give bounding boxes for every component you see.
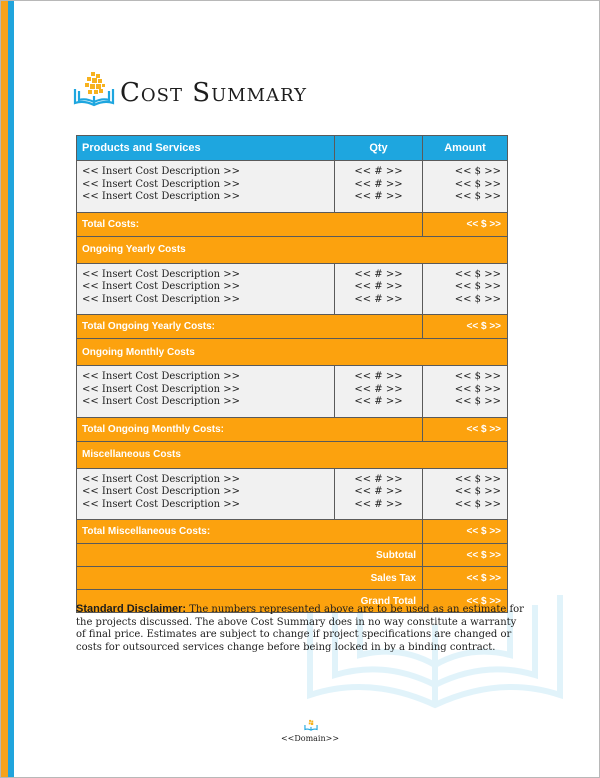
cost-summary-table — [76, 135, 508, 613]
qty-cell — [335, 161, 423, 213]
amount-value: << $ >> — [454, 383, 501, 395]
left-accent-bar-orange — [1, 1, 8, 777]
amount-value: << $ >> — [454, 166, 501, 177]
description-cell — [77, 366, 335, 418]
sales-tax-label: Sales Tax — [77, 567, 423, 590]
section-total-label: Total Costs: — [77, 212, 423, 236]
section-heading-row — [77, 441, 508, 468]
description-cell — [77, 468, 335, 520]
cost-description: << Insert Cost Description >> — [82, 268, 241, 280]
section-total-value: << $ >> — [423, 520, 508, 544]
grand-total-label: Grand Total — [77, 590, 423, 613]
column-header-products: Products and Services — [77, 136, 335, 161]
cost-description: << Insert Cost Description >> — [82, 166, 241, 177]
section-total-label: Total Ongoing Monthly Costs: — [77, 417, 423, 441]
cost-description: << Insert Cost Description >> — [82, 293, 241, 305]
qty-value: << # >> — [354, 498, 403, 510]
subtotal-value: << $ >> — [423, 544, 508, 567]
cost-description: << Insert Cost Description >> — [82, 281, 241, 292]
qty-value: << # >> — [354, 293, 403, 305]
amount-value: << $ >> — [454, 281, 501, 292]
section-heading: Ongoing Yearly Costs — [77, 236, 508, 263]
qty-value: << # >> — [354, 473, 403, 485]
qty-value: << # >> — [354, 166, 403, 177]
subtotal-label: Subtotal — [77, 544, 423, 567]
qty-value: << # >> — [354, 486, 403, 497]
qty-cell — [335, 263, 423, 315]
standard-disclaimer — [76, 603, 526, 654]
table-row — [77, 161, 508, 213]
amount-value: << $ >> — [454, 473, 501, 485]
left-accent-bar-blue — [8, 1, 14, 777]
cost-description: << Insert Cost Description >> — [82, 498, 241, 510]
section-total-row — [77, 520, 508, 544]
subtotal-row — [77, 544, 508, 567]
description-cell — [77, 263, 335, 315]
table-row — [77, 468, 508, 520]
section-heading: Miscellaneous Costs — [77, 441, 508, 468]
qty-value: << # >> — [354, 371, 403, 382]
qty-value: << # >> — [354, 281, 403, 292]
description-cell — [77, 161, 335, 213]
section-heading-row — [77, 339, 508, 366]
amount-value: << $ >> — [454, 178, 501, 190]
amount-cell — [423, 468, 508, 520]
table-row — [77, 366, 508, 418]
amount-cell — [423, 263, 508, 315]
amount-value: << $ >> — [454, 191, 501, 202]
section-heading-row — [77, 236, 508, 263]
grand-total-value: << $ >> — [423, 590, 508, 613]
footer-domain: <<Domain>> — [280, 734, 340, 743]
cost-description: << Insert Cost Description >> — [82, 383, 241, 395]
disclaimer-text: The numbers represented above are to be used as an estimate for the projects discussed. The above Cost Summary does in no way constitute a warranty of final price. Estimates are subject to change if project specifications are changed or costs for outsourced services change before being locked in by a binding contract. — [76, 604, 524, 653]
qty-cell — [335, 468, 423, 520]
qty-value: << # >> — [354, 383, 403, 395]
table-row — [77, 263, 508, 315]
section-total-value: << $ >> — [423, 417, 508, 441]
column-header-qty: Qty — [335, 136, 423, 161]
amount-value: << $ >> — [454, 498, 501, 510]
amount-value: << $ >> — [454, 396, 501, 407]
cost-description: << Insert Cost Description >> — [82, 178, 241, 190]
qty-value: << # >> — [354, 191, 403, 202]
amount-value: << $ >> — [454, 486, 501, 497]
section-total-value: << $ >> — [423, 212, 508, 236]
amount-value: << $ >> — [454, 293, 501, 305]
amount-value: << $ >> — [454, 268, 501, 280]
cost-description: << Insert Cost Description >> — [82, 486, 241, 497]
cost-description: << Insert Cost Description >> — [82, 191, 241, 202]
cost-description: << Insert Cost Description >> — [82, 371, 241, 382]
section-total-label: Total Miscellaneous Costs: — [77, 520, 423, 544]
qty-value: << # >> — [354, 396, 403, 407]
amount-cell — [423, 161, 508, 213]
page-title: Cost Summary — [120, 78, 307, 108]
section-total-label: Total Ongoing Yearly Costs: — [77, 315, 423, 339]
table-header-row — [77, 136, 508, 161]
amount-cell — [423, 366, 508, 418]
qty-cell — [335, 366, 423, 418]
cost-description: << Insert Cost Description >> — [82, 473, 241, 485]
footer-logo-icon — [304, 718, 318, 732]
section-total-row — [77, 417, 508, 441]
cost-description: << Insert Cost Description >> — [82, 396, 241, 407]
section-total-value: << $ >> — [423, 315, 508, 339]
sales-tax-row — [77, 567, 508, 590]
disclaimer-label: Standard Disclaimer: — [76, 603, 187, 615]
section-heading: Ongoing Monthly Costs — [77, 339, 508, 366]
column-header-amount: Amount — [423, 136, 508, 161]
book-logo-icon — [72, 72, 116, 108]
qty-value: << # >> — [354, 268, 403, 280]
qty-value: << # >> — [354, 178, 403, 190]
amount-value: << $ >> — [454, 371, 501, 382]
section-total-row — [77, 212, 508, 236]
section-total-row — [77, 315, 508, 339]
sales-tax-value: << $ >> — [423, 567, 508, 590]
